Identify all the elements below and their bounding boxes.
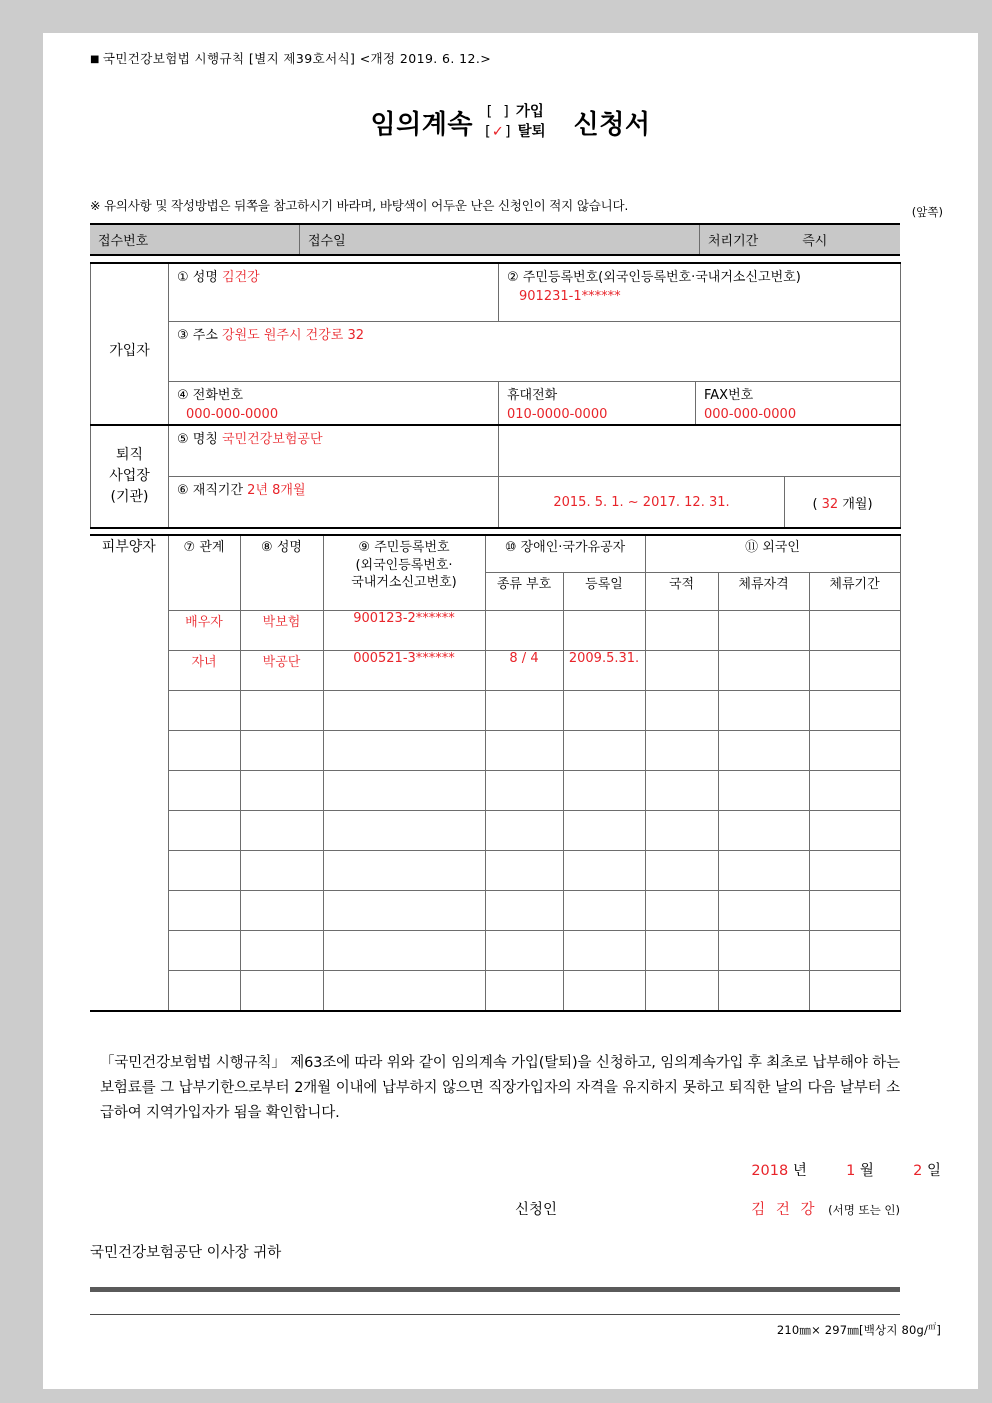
receipt-date-cell[interactable] — [300, 225, 700, 254]
law-reference-text: 국민건강보험법 시행규칙 [별지 제39호서식] <개정 2019. 6. 12.> — [102, 51, 492, 66]
notice-text: ※ 유의사항 및 작성방법은 뒤쪽을 참고하시기 바라며, 바탕색이 어두운 난은 신청인이 적지 않습니다. — [90, 198, 629, 213]
applicant-row-address — [91, 322, 901, 382]
dep-cell-stay_status[interactable] — [718, 691, 809, 731]
table-row — [90, 891, 900, 931]
dep-cell-nationality[interactable] — [645, 971, 718, 1012]
dep-cell-stay_status[interactable] — [718, 811, 809, 851]
footer-thick-divider — [90, 1287, 900, 1292]
dep-cell-nationality[interactable] — [645, 931, 718, 971]
applicant-phone-value: 000-000-0000 — [186, 406, 279, 422]
dep-cell-rrn[interactable] — [323, 851, 485, 891]
table-row — [90, 851, 900, 891]
workplace-tenure-range-cell[interactable] — [499, 477, 785, 529]
dep-cell-stay_period[interactable] — [809, 771, 900, 811]
choice-join-checkbox[interactable]: [ ] — [484, 104, 511, 120]
workplace-tenure-months-unit: 개월) — [842, 496, 873, 512]
processing-period-label: 처리기간 — [708, 234, 759, 249]
workplace-tenure-cell[interactable] — [169, 477, 499, 529]
dep-header-name: ⑧ 성명 — [240, 535, 323, 611]
workplace-table — [90, 424, 901, 529]
table-row — [90, 731, 900, 771]
signature-day-value: 2 — [913, 1163, 923, 1179]
dep-cell-rrn[interactable] — [323, 971, 485, 1012]
dep-cell-stay_status[interactable] — [718, 931, 809, 971]
dep-cell-relation[interactable] — [168, 771, 240, 811]
signature-year-value: 2018 — [751, 1163, 789, 1179]
front-page-mark: (앞쪽) — [911, 205, 943, 219]
paper-spec-suffix: ] — [936, 1322, 941, 1337]
dep-cell-dis_date[interactable] — [563, 771, 645, 811]
signature-month-value: 1 — [846, 1163, 856, 1179]
applicant-rrn-value: 901231-1****** — [519, 288, 621, 304]
applicant-signature-field[interactable] — [751, 1198, 900, 1219]
processing-period-value: 즉시 — [802, 234, 828, 249]
dep-cell-name[interactable] — [240, 891, 323, 931]
form-title — [43, 103, 978, 142]
dep-header-rrn-line2: (외국인등록번호· — [355, 557, 453, 573]
dep-cell-stay_status[interactable] — [718, 971, 809, 1012]
workplace-tenure-range: 2015. 5. 1. ~ 2017. 12. 31. — [553, 494, 730, 510]
dep-cell-stay_status[interactable] — [718, 651, 809, 691]
dep-header-disability-group: ⑩ 장애인·국가유공자 — [485, 535, 645, 573]
title-choice-group — [483, 103, 546, 142]
signature-month-unit: 월 — [859, 1163, 874, 1179]
dep-cell-stay_period[interactable] — [809, 931, 900, 971]
dep-cell-name[interactable] — [240, 771, 323, 811]
workplace-name-label: ⑤ 명칭 — [177, 432, 218, 447]
dep-cell-nationality[interactable] — [645, 731, 718, 771]
applicant-name-value: 김건강 — [222, 270, 260, 285]
dep-header-disability-type: 종류 부호 — [485, 573, 563, 611]
applicant-fax-value: 000-000-0000 — [704, 406, 797, 422]
dep-cell-dis_date[interactable] — [563, 851, 645, 891]
dep-cell-dis_type[interactable] — [485, 691, 563, 731]
square-bullet-icon: ■ — [90, 54, 100, 65]
workplace-side-label — [91, 425, 169, 528]
choice-leave-label: 탈퇴 — [517, 123, 546, 140]
receipt-number-cell[interactable] — [90, 225, 300, 254]
choice-leave[interactable] — [483, 123, 546, 143]
dep-cell-nationality[interactable] — [645, 851, 718, 891]
dep-cell-name[interactable] — [240, 731, 323, 771]
choice-leave-bracket-open: [ — [482, 123, 492, 140]
dep-cell-name[interactable]: 박보험 — [240, 611, 323, 651]
dep-cell-dis_date[interactable] — [563, 971, 645, 1012]
workplace-tenure-months-cell[interactable] — [785, 477, 901, 529]
dep-cell-stay_period[interactable] — [809, 971, 900, 1012]
applicant-name-cell[interactable] — [169, 263, 499, 322]
workplace-name-blank-cell[interactable] — [499, 425, 901, 477]
table-row — [90, 771, 900, 811]
applicant-address-cell[interactable] — [169, 322, 901, 382]
dep-cell-relation[interactable]: 배우자 — [168, 611, 240, 651]
dep-cell-rrn[interactable]: 900123-2****** — [323, 611, 485, 651]
dep-cell-name[interactable] — [240, 851, 323, 891]
dep-cell-relation[interactable] — [168, 691, 240, 731]
dep-cell-dis_type[interactable] — [485, 611, 563, 651]
dep-cell-relation[interactable] — [168, 851, 240, 891]
dep-cell-stay_status[interactable] — [718, 771, 809, 811]
dep-cell-rrn[interactable] — [323, 691, 485, 731]
table-row — [90, 651, 900, 691]
dep-cell-dis_type[interactable] — [485, 891, 563, 931]
dep-cell-rrn[interactable]: 000521-3****** — [323, 651, 485, 691]
dep-cell-nationality[interactable] — [645, 891, 718, 931]
dep-cell-nationality[interactable] — [645, 811, 718, 851]
dep-cell-relation[interactable]: 자녀 — [168, 651, 240, 691]
dep-cell-stay_period[interactable] — [809, 651, 900, 691]
dep-cell-relation[interactable] — [168, 971, 240, 1012]
applicant-phone-label: ④ 전화번호 — [177, 388, 244, 403]
title-main-text: 임의계속 — [370, 110, 473, 141]
applicant-mobile-value: 010-0000-0000 — [507, 406, 608, 422]
dep-cell-name[interactable] — [240, 811, 323, 851]
dep-cell-name[interactable] — [240, 971, 323, 1012]
dep-cell-dis_date[interactable] — [563, 691, 645, 731]
checkmark-icon[interactable]: ✓ — [491, 123, 504, 140]
table-row — [90, 691, 900, 731]
dep-cell-nationality[interactable] — [645, 771, 718, 811]
dep-cell-dis_date[interactable] — [563, 811, 645, 851]
dep-cell-name[interactable] — [240, 931, 323, 971]
seal-note: (서명 또는 인) — [828, 1203, 900, 1217]
dep-cell-dis_type[interactable]: 8 / 4 — [485, 651, 563, 691]
dep-cell-stay_period[interactable] — [809, 891, 900, 931]
paper-spec-prefix: 210㎜× 297㎜[백상지 80g/ — [776, 1322, 929, 1337]
workplace-side-label-line1: 퇴직 — [115, 447, 144, 463]
dep-cell-dis_type[interactable] — [485, 851, 563, 891]
applicant-fax-label: FAX번호 — [704, 388, 754, 403]
dep-header-rrn-line1: ⑨ 주민등록번호 — [358, 540, 450, 555]
dependents-side-label: 피부양자 — [90, 535, 168, 1011]
dependents-header-row-1 — [90, 535, 900, 573]
dep-header-rrn-line3: 국내거소신고번호) — [351, 575, 457, 591]
processing-period-cell — [700, 225, 900, 254]
dep-header-stay-period: 체류기간 — [809, 573, 900, 611]
dep-header-relation: ⑦ 관계 — [168, 535, 240, 611]
workplace-side-label-line2: 사업장 — [109, 468, 150, 484]
choice-leave-bracket-close: ] — [503, 123, 513, 140]
workplace-tenure-value: 2년 8개월 — [247, 483, 306, 498]
dep-cell-name[interactable] — [240, 691, 323, 731]
dep-cell-rrn[interactable] — [323, 931, 485, 971]
dep-cell-stay_status[interactable] — [718, 611, 809, 651]
workplace-tenure-months-open: ( — [812, 496, 818, 512]
paper-specification — [777, 1321, 941, 1338]
signature-day-unit: 일 — [926, 1163, 941, 1179]
applicant-address-label: ③ 주소 — [177, 328, 218, 343]
dep-header-nationality: 국적 — [645, 573, 718, 611]
table-row — [90, 611, 900, 651]
dep-cell-stay_status[interactable] — [718, 891, 809, 931]
form-page — [43, 33, 978, 1389]
receipt-number-label: 접수번호 — [98, 234, 149, 249]
applicant-signature-label: 신청인 — [515, 1202, 558, 1218]
paper-spec-unit: ㎡ — [928, 1322, 937, 1331]
receipt-date-label: 접수일 — [308, 234, 346, 249]
applicant-signature-name: 김 건 강 — [751, 1202, 818, 1218]
dep-cell-stay_status[interactable] — [718, 731, 809, 771]
applicant-table — [90, 262, 901, 441]
title-tail-text: 신청서 — [573, 110, 651, 141]
workplace-name-cell[interactable] — [169, 425, 499, 477]
dep-header-disability-date: 등록일 — [563, 573, 645, 611]
dep-cell-dis_date[interactable] — [563, 611, 645, 651]
dep-cell-relation[interactable] — [168, 811, 240, 851]
workplace-row-tenure — [91, 477, 901, 529]
dep-cell-stay_status[interactable] — [718, 851, 809, 891]
workplace-name-value: 국민건강보험공단 — [222, 432, 323, 447]
choice-join[interactable] — [483, 103, 546, 123]
law-reference-line — [90, 49, 491, 67]
dep-cell-stay_period[interactable] — [809, 851, 900, 891]
dep-cell-dis_type[interactable] — [485, 811, 563, 851]
dep-cell-rrn[interactable] — [323, 771, 485, 811]
receipt-header-row — [90, 223, 900, 256]
dep-cell-dis_date[interactable] — [563, 731, 645, 771]
statement-paragraph: 「국민건강보험법 시행규칙」 제63조에 따라 위와 같이 임의계속 가입(탈퇴)을 신청하고, 임의계속가입 후 최초로 납부해야 하는 보험료를 그 납부기한으로부터 2개월 이내에 납부하지 않으면 직장가입자의 자격을 유지하지 못하고 퇴직한 날의 다음 날부터 소급하여 지역가입자가 됨을 확인합니다. — [100, 1055, 900, 1121]
table-row — [90, 811, 900, 851]
applicant-mobile-label: 휴대전화 — [507, 388, 558, 403]
dep-cell-rrn[interactable] — [323, 811, 485, 851]
signature-date — [751, 1159, 941, 1180]
workplace-side-label-line3: (기관) — [110, 489, 149, 505]
dep-header-foreigner-group: ⑪ 외국인 — [645, 535, 900, 573]
dep-cell-dis_date[interactable] — [563, 931, 645, 971]
table-row — [90, 971, 900, 1012]
dep-cell-rrn[interactable] — [323, 731, 485, 771]
signature-year-unit: 년 — [792, 1163, 807, 1179]
dep-cell-rrn[interactable] — [323, 891, 485, 931]
dep-cell-stay_period[interactable] — [809, 691, 900, 731]
dep-cell-nationality[interactable] — [645, 651, 718, 691]
dep-cell-nationality[interactable] — [645, 611, 718, 651]
dep-cell-dis_type[interactable] — [485, 731, 563, 771]
dep-cell-dis_type[interactable] — [485, 931, 563, 971]
dep-cell-stay_period[interactable] — [809, 811, 900, 851]
dep-cell-dis_type[interactable] — [485, 971, 563, 1012]
applicant-rrn-label: ② 주민등록번호(외국인등록번호·국내거소신고번호) — [507, 270, 801, 285]
dep-cell-stay_period[interactable] — [809, 611, 900, 651]
dep-cell-dis_type[interactable] — [485, 771, 563, 811]
dep-cell-dis_date[interactable]: 2009.5.31. — [563, 651, 645, 691]
dep-header-stay-status: 체류자격 — [718, 573, 809, 611]
applicant-rrn-cell[interactable] — [499, 263, 901, 322]
applicant-row-name — [91, 263, 901, 322]
dep-cell-name[interactable]: 박공단 — [240, 651, 323, 691]
applicant-name-label: ① 성명 — [177, 270, 218, 285]
footer-thin-divider — [90, 1314, 900, 1315]
applicant-side-label: 가입자 — [91, 263, 169, 440]
table-row — [90, 931, 900, 971]
dep-cell-nationality[interactable] — [645, 691, 718, 731]
dep-header-rrn — [323, 535, 485, 611]
choice-join-label: 가입 — [515, 104, 544, 120]
workplace-row-name — [91, 425, 901, 477]
workplace-tenure-months-value: 32 — [821, 496, 839, 512]
dep-cell-relation[interactable] — [168, 931, 240, 971]
workplace-tenure-label: ⑥ 재직기간 — [177, 483, 244, 498]
dep-cell-relation[interactable] — [168, 891, 240, 931]
addressee-line: 국민건강보험공단 이사장 귀하 — [90, 1245, 282, 1261]
applicant-address-value: 강원도 원주시 건강로 32 — [222, 328, 365, 343]
dep-cell-relation[interactable] — [168, 731, 240, 771]
dep-cell-stay_period[interactable] — [809, 731, 900, 771]
dep-cell-dis_date[interactable] — [563, 891, 645, 931]
dependents-table — [90, 534, 901, 1012]
